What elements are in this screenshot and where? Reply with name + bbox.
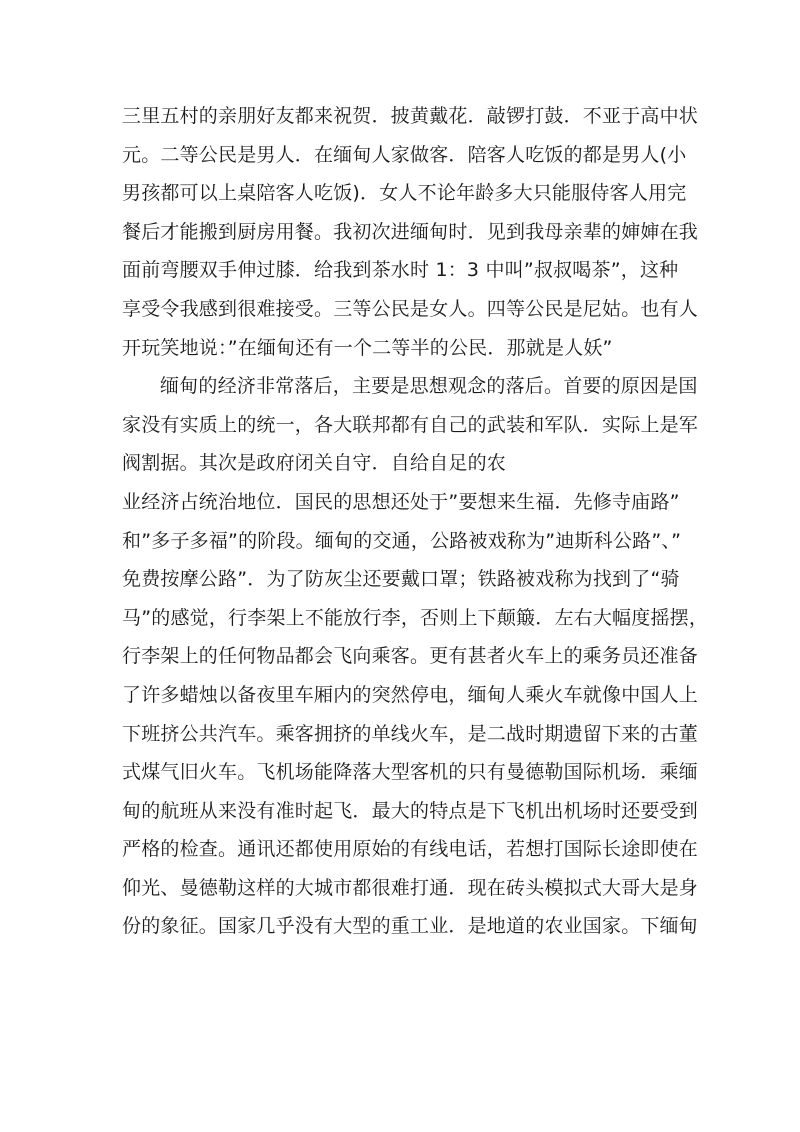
text-line: 了许多蜡烛以备夜里车厢内的突然停电，缅甸人乘火车就像中国人上 bbox=[122, 683, 699, 706]
text-line: 男孩都可以上桌陪客人吃饭)．女人不论年龄多大只能服侍客人用完 bbox=[122, 182, 687, 205]
text-line: 业经济占统治地位．国民的思想还处于”要想来生福．先修寺庙路” bbox=[122, 490, 680, 513]
text-line: 阀割据。其次是政府闭关自守．自给自足的农 bbox=[122, 452, 507, 475]
text-line: 仰光、曼德勒这样的大城市都很难打通．现在砖头模拟式大哥大是身 bbox=[122, 876, 699, 899]
text-line: 家没有实质上的统一，各大联邦都有自己的武装和军队．实际上是军 bbox=[122, 413, 699, 436]
text-line: 元。二等公民是男人．在缅甸人家做客．陪客人吃饭的都是男人(小 bbox=[122, 143, 687, 166]
text-line: 份的象征。国家几乎没有大型的重工业．是地道的农业国家。下缅甸 bbox=[122, 915, 699, 938]
text-line: 三里五村的亲朋好友都来祝贺．披黄戴花．敲锣打鼓．不亚于高中状 bbox=[122, 105, 699, 127]
text-line: 和”多子多福”的阶段。缅甸的交通，公路被戏称为”迪斯科公路”、” bbox=[122, 529, 682, 552]
body-text bbox=[122, 97, 709, 946]
text-line: 享受令我感到很难接受。三等公民是女人。四等公民是尼姑。也有人 bbox=[122, 297, 699, 320]
paragraph-start-line: 缅甸的经济非常落后，主要是思想观念的落后。首要的原因是国 bbox=[160, 375, 698, 398]
text-line: 行李架上的任何物品都会飞向乘客。更有甚者火车上的乘务员还准备 bbox=[122, 645, 699, 668]
text-line: 餐后才能搬到厨房用餐。我初次进缅甸时．见到我母亲辈的婶婶在我 bbox=[122, 220, 699, 243]
text-line: 严格的检查。通讯还都使用原始的有线电话，若想打国际长途即使在 bbox=[122, 838, 699, 861]
text-line: 甸的航班从来没有准时起飞．最大的特点是下飞机出机场时还要受到 bbox=[122, 799, 699, 822]
text-line: 下班挤公共汽车。乘客拥挤的单线火车，是二战时期遗留下来的古董 bbox=[122, 722, 699, 745]
text-line: 免费按摩公路”．为了防灰尘还要戴口罩；铁路被戏称为找到了“骑 bbox=[122, 568, 680, 591]
text-line: 面前弯腰双手伸过膝．给我到茶水时 1：3 中叫”叔叔喝茶”，这种 bbox=[122, 259, 679, 282]
text-line: 式煤气旧火车。飞机场能降落大型客机的只有曼德勒国际机场．乘缅 bbox=[122, 761, 699, 784]
text-line: 马”的感觉，行李架上不能放行李，否则上下颠簸．左右大幅度摇摆， bbox=[122, 606, 709, 629]
text-line: 开玩笑地说：”在缅甸还有一个二等半的公民．那就是人妖” bbox=[122, 336, 613, 359]
